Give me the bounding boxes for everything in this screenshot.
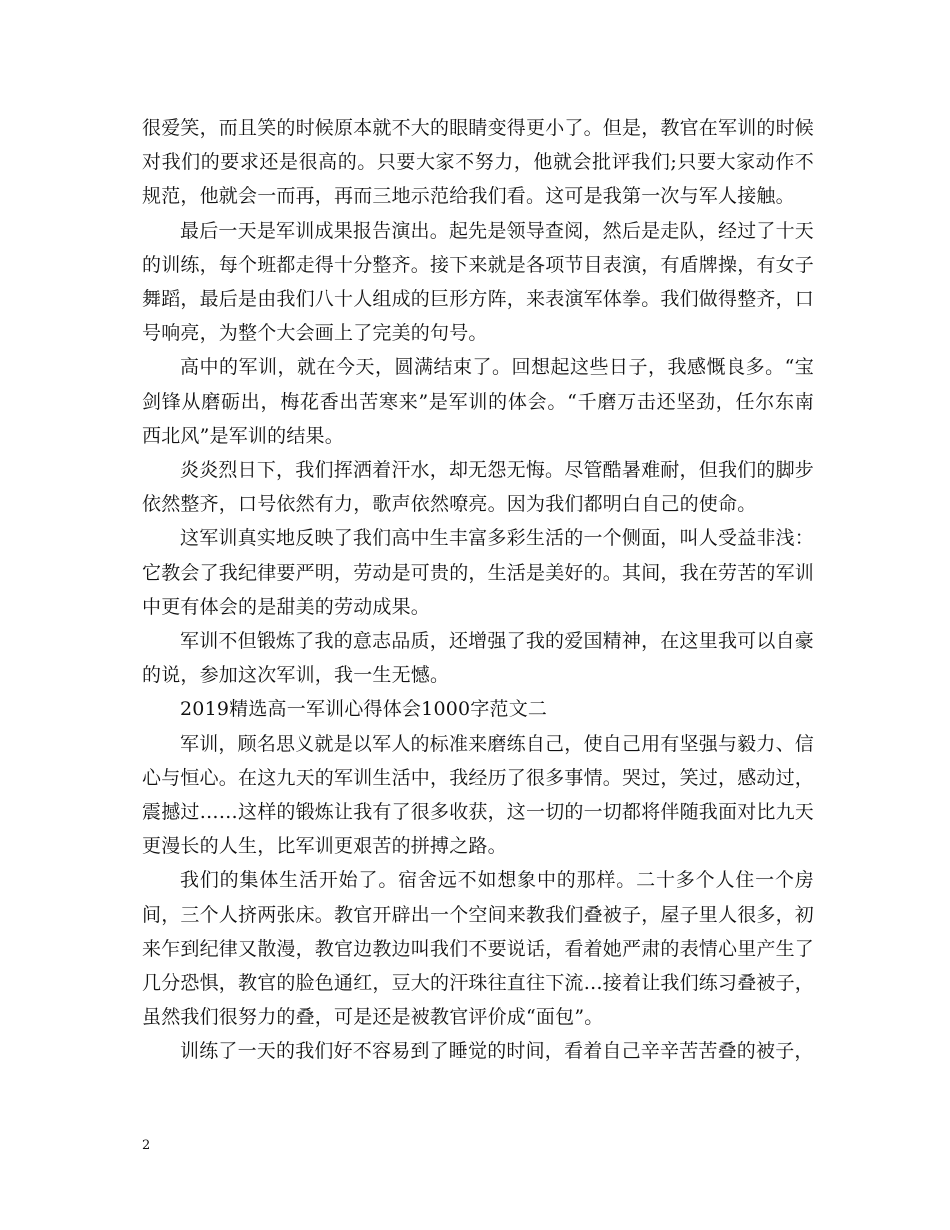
paragraph: 炎炎烈日下，我们挥洒着汗水，却无怨无悔。尽管酷暑难耐，但我们的脚步依然整齐，口号依然有力，歌声依然嘹亮。因为我们都明白自己的使命。: [142, 459, 814, 516]
page-number: 2: [142, 1138, 151, 1153]
document-body: [142, 111, 814, 1069]
paragraph: 训练了一天的我们好不容易到了睡觉的时间，看着自己辛辛苦苦叠的被子，: [180, 1040, 814, 1063]
section-heading: 2019精选高一军训心得体会1000字范文二: [180, 698, 548, 721]
paragraph: 军训，顾名思义就是以军人的标准来磨练自己，使自己用有坚强与毅力、信心与恒心。在这九天的军训生活中，我经历了很多事情。哭过，笑过，感动过，震撼过……这样的锻炼让我有了很多收获，这一切的一切都将伴随我面对比九天更漫长的人生，比军训更艰苦的拼搏之路。: [142, 732, 815, 858]
paragraph: 军训不但锻炼了我的意志品质，还增强了我的爱国精神，在这里我可以自豪的说，参加这次军训，我一生无憾。: [142, 630, 814, 687]
paragraph: 很爱笑，而且笑的时候原本就不大的眼睛变得更小了。但是，教官在军训的时候对我们的要求还是很高的。只要大家不努力，他就会批评我们;只要大家动作不规范，他就会一而再，再而三地示范给我们看。这可是我第一次与军人接触。: [142, 117, 815, 208]
paragraph: 最后一天是军训成果报告演出。起先是领导查阅，然后是走队，经过了十天的训练，每个班都走得十分整齐。接下来就是各项节目表演，有盾牌操，有女子舞蹈，最后是由我们八十人组成的巨形方阵，来表演军体拳。我们做得整齐，口号响亮，为整个大会画上了完美的句号。: [142, 219, 815, 345]
paragraph: 高中的军训，就在今天，圆满结束了。回想起这些日子，我感慨良多。“宝剑锋从磨砺出，梅花香出苦寒来”是军训的体会。“千磨万击还坚劲，任尔东南西北风”是军训的结果。: [142, 356, 814, 447]
paragraph: 我们的集体生活开始了。宿舍远不如想象中的那样。二十多个人住一个房间，三个人挤两张床。教官开辟出一个空间来教我们叠被子，屋子里人很多，初来乍到纪律又散漫，教官边教边叫我们不要说话，看着她严肃的表情心里产生了几分恐惧，教官的脸色通红，豆大的汗珠往直往下流…接着让我们练习叠被子，虽然我们很努力的叠，可是还是被教官评价成“面包”。: [142, 869, 815, 1029]
paragraph: 这军训真实地反映了我们高中生丰富多彩生活的一个侧面，叫人受益非浅：它教会了我纪律要严明，劳动是可贵的，生活是美好的。其间，我在劳苦的军训中更有体会的是甜美的劳动成果。: [142, 527, 815, 618]
